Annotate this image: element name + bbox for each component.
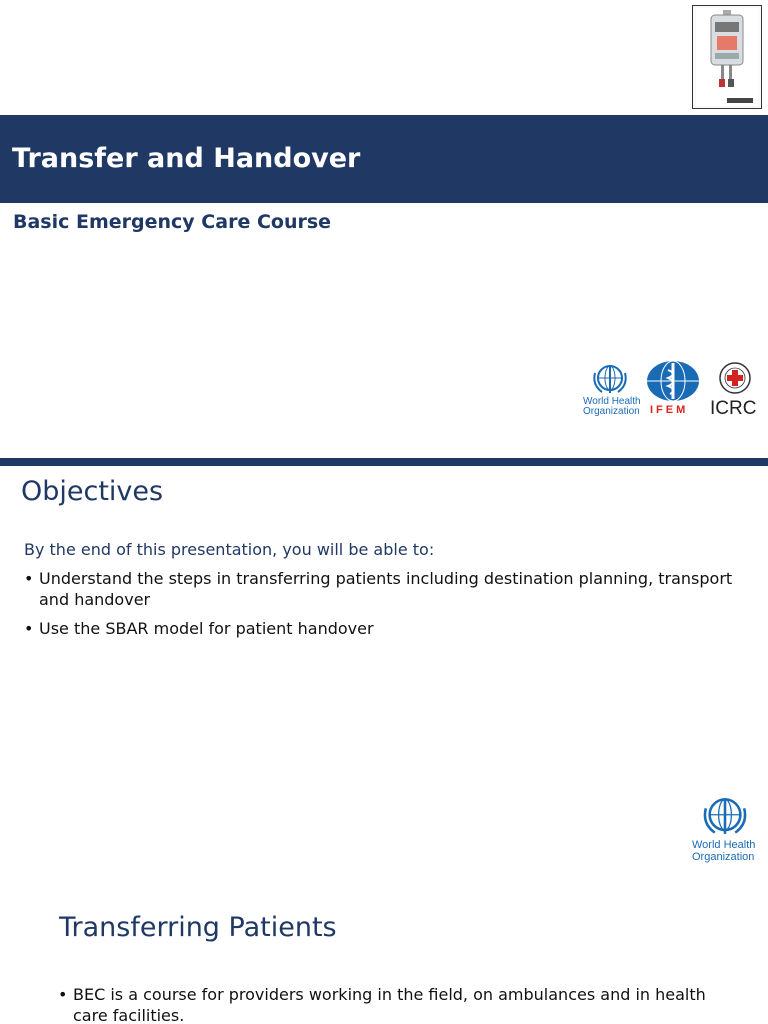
objectives-slide xyxy=(0,458,768,878)
who-emblem-icon xyxy=(702,794,748,838)
slide-subtitle: Basic Emergency Care Course xyxy=(13,211,332,233)
list-item: • Understand the steps in transferring patients including destination planning, transport and handover xyxy=(24,569,733,609)
bullet-icon: • xyxy=(24,619,34,638)
objectives-list xyxy=(22,568,742,647)
iv-bag-icon xyxy=(693,6,761,108)
who-logo-text: World Health Organization xyxy=(692,839,756,863)
title-band xyxy=(0,115,768,203)
slide-title: Transfer and Handover xyxy=(12,143,361,174)
ifem-globe-icon xyxy=(646,360,700,402)
transferring-title: Transferring Patients xyxy=(59,912,337,943)
objectives-lead: By the end of this presentation, you will be able to: xyxy=(24,540,435,559)
who-logo xyxy=(690,794,762,870)
iv-bag-cover-thumbnail xyxy=(692,5,762,109)
bullet-icon: • xyxy=(24,569,34,588)
transferring-list xyxy=(58,984,738,1024)
list-item: • BEC is a course for providers working in the field, on ambulances and in health care facilities. xyxy=(58,985,706,1024)
transferring-patients-slide xyxy=(0,890,768,1024)
objectives-title: Objectives xyxy=(21,476,164,507)
ifem-logo-text: IFEM xyxy=(650,404,689,416)
icrc-logo-text: ICRC xyxy=(710,398,757,419)
bullet-icon: • xyxy=(58,985,68,1004)
who-logo-text: World Health Organization xyxy=(583,396,641,417)
partner-logos xyxy=(580,360,765,430)
who-emblem-icon xyxy=(592,363,628,395)
icrc-emblem-icon xyxy=(718,361,752,395)
list-item: • Use the SBAR model for patient handover xyxy=(24,619,374,638)
title-slide xyxy=(0,0,768,432)
